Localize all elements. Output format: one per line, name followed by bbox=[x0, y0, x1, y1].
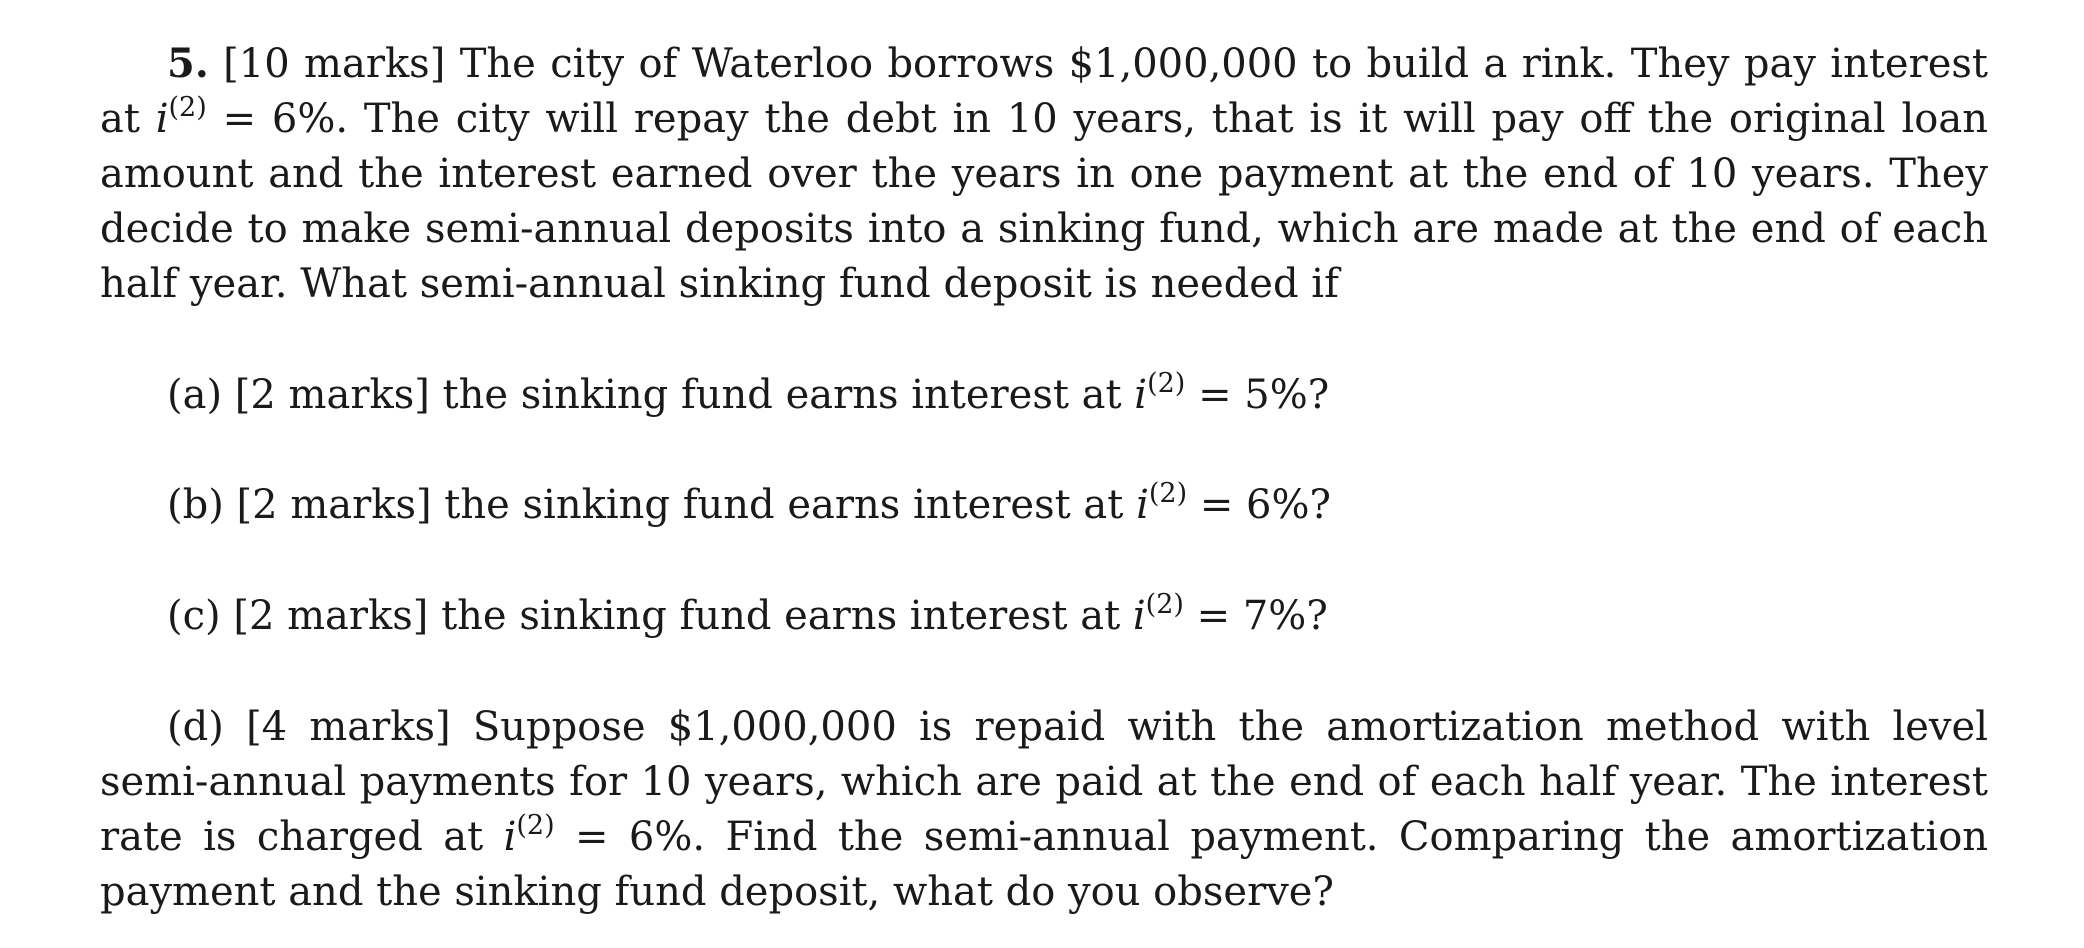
part-d-tail-text: Find the semi-annual payment. Comparing the amortization payment and the sinking fund deposit, what do you observe? bbox=[100, 814, 1989, 915]
part-a-rate: = 5%? bbox=[1198, 372, 1330, 418]
intro-lead-text: [10 marks] The city of Waterloo borrows $1,000,000 to build a rink. They pay interest at bbox=[100, 41, 1988, 142]
part-c-exponent: (2) bbox=[1145, 589, 1184, 620]
interest-variable: i bbox=[155, 96, 169, 142]
part-a-variable: i bbox=[1134, 372, 1148, 418]
part-d-rate: = 6%. bbox=[575, 814, 706, 860]
part-d-label: (d) bbox=[167, 704, 224, 750]
question-number: 5. bbox=[167, 40, 209, 87]
part-b-variable: i bbox=[1136, 482, 1149, 528]
part-d-lead-text: [4 marks] Suppose $1,000,000 is repaid with the amortization method with level semi-annual payments for 10 years, which are paid at the end of each half year. The interest rate is charged at bbox=[100, 704, 1988, 860]
question-intro bbox=[100, 36, 1988, 312]
intro-tail-text: The city will repay the debt in 10 years, that is it will pay off the original loan amount and the interest earned over the years in one payment at the end of 10 years. They decide to make semi-annual deposits into a sinking fund, which are made at the end of each half year. What semi-annual sinking fund deposit is needed if bbox=[100, 96, 1989, 307]
part-b-label: (b) bbox=[167, 482, 224, 528]
part-b-text: [2 marks] the sinking fund earns interest at bbox=[236, 482, 1124, 528]
part-d-variable: i bbox=[503, 814, 517, 860]
part-c-label: (c) bbox=[167, 593, 221, 639]
part-d-exponent: (2) bbox=[516, 810, 555, 841]
intro-interest-rate: = 6%. bbox=[222, 96, 349, 142]
part-a bbox=[167, 368, 1329, 423]
part-d bbox=[100, 700, 1988, 920]
interest-exponent: (2) bbox=[168, 92, 207, 123]
part-b-rate: = 6%? bbox=[1199, 482, 1331, 528]
part-b bbox=[167, 478, 1331, 533]
part-c-variable: i bbox=[1132, 593, 1146, 639]
part-a-label: (a) bbox=[167, 372, 223, 418]
part-a-exponent: (2) bbox=[1147, 368, 1186, 399]
part-b-exponent: (2) bbox=[1148, 478, 1188, 509]
part-c-rate: = 7%? bbox=[1196, 593, 1328, 639]
part-a-text: [2 marks] the sinking fund earns interest at bbox=[234, 372, 1122, 418]
part-c bbox=[167, 589, 1328, 644]
part-c-text: [2 marks] the sinking fund earns interest at bbox=[233, 593, 1121, 639]
